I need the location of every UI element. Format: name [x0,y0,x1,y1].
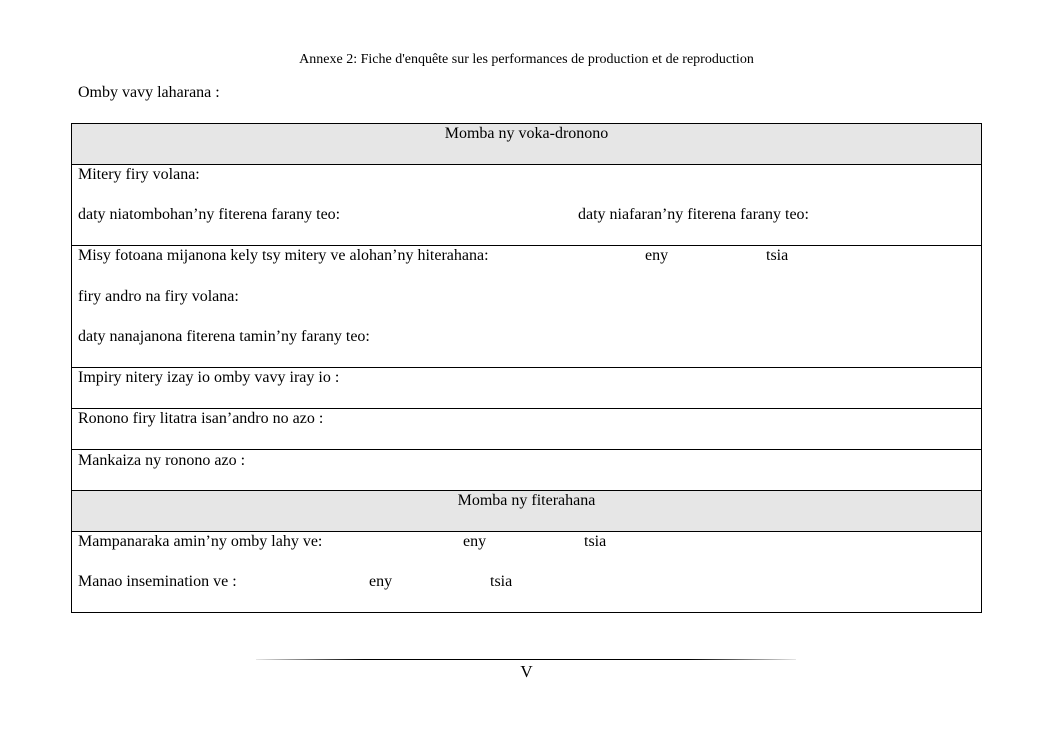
lactation-start-date-field: daty niatombohan’ny fiterena farany teo: [78,206,341,223]
lactation-months-field: Mitery firy volana: [78,166,200,183]
section-header-reproduction-text: Momba ny fiterahana [457,492,596,509]
section-header-milk [72,124,981,165]
row-drying-off [72,246,981,368]
insemination-yes-option: eny [369,573,393,590]
section-header-reproduction [72,491,981,532]
insemination-no-option: tsia [490,573,513,590]
bull-mating-no-option: tsia [584,533,607,550]
row-lactation-count [72,368,981,409]
daily-milk-field: Ronono firy litatra isan’andro no azo : [78,410,324,427]
page-number: V [520,662,533,681]
section-header-milk-text: Momba ny voka-dronono [444,125,609,142]
insemination-question: Manao insemination ve : [78,573,237,590]
bull-mating-question: Mampanaraka amin’ny omby lahy ve: [78,533,323,550]
drying-off-question: Misy fotoana mijanona kely tsy mitery ve alohan’ny hiterahana: [78,247,489,264]
footer-divider [256,659,796,660]
row-daily-milk [72,409,981,450]
row-lactation-dates [72,165,981,246]
cow-id-label: Omby vavy laharana : [78,84,220,101]
lactation-end-date-field: daty niafaran’ny fiterena farany teo: [578,206,809,223]
drying-off-duration-field: firy andro na firy volana: [78,288,239,305]
drying-off-date-field: daty nanajanona fiterena tamin’ny farany teo: [78,328,370,345]
row-milk-destination [72,450,981,491]
bull-mating-yes-option: eny [463,533,487,550]
milk-destination-field: Mankaiza ny ronono azo : [78,452,246,469]
lactation-count-field: Impiry nitery izay io omby vavy iray io : [78,369,340,386]
page-title: Annexe 2: Fiche d'enquête sur les performances de production et de reproduction [299,52,754,67]
drying-off-yes-option: eny [645,247,669,264]
drying-off-no-option: tsia [766,247,789,264]
survey-form-table [71,123,982,613]
row-breeding [72,532,981,612]
